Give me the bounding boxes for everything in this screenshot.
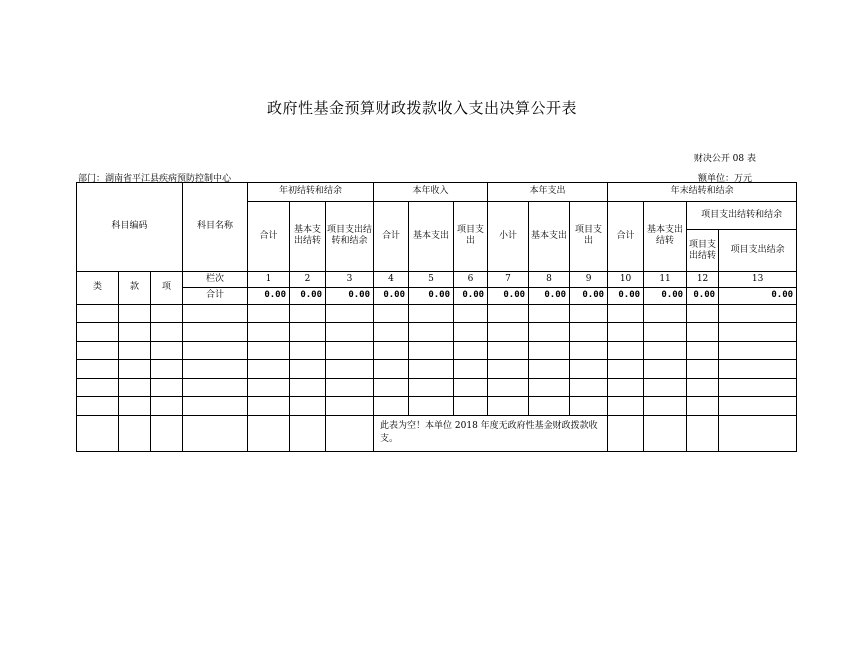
col-header-9: 项目支出 — [570, 201, 608, 271]
lei-header: 类 — [77, 271, 119, 304]
total-value: 0.00 — [454, 288, 488, 304]
xiang-header: 项 — [151, 271, 183, 304]
budget-table — [76, 182, 797, 452]
col-header-6: 项目支出 — [454, 201, 488, 271]
total-value: 0.00 — [248, 288, 290, 304]
col-header-10: 合计 — [608, 201, 644, 271]
total-value: 0.00 — [644, 288, 687, 304]
total-value: 0.00 — [374, 288, 409, 304]
subject-code-header: 科目编码 — [77, 183, 183, 272]
kuan-header: 款 — [119, 271, 151, 304]
total-value: 0.00 — [687, 288, 719, 304]
begin-balance-header: 年初结转和结余 — [248, 183, 374, 202]
note-row — [77, 415, 797, 451]
col-number: 2 — [290, 271, 326, 287]
col-header-13: 项目支出结余 — [719, 230, 797, 271]
col-header-1: 合计 — [248, 201, 290, 271]
col-number: 5 — [409, 271, 454, 287]
empty-row — [77, 397, 797, 416]
col-number: 6 — [454, 271, 488, 287]
total-value: 0.00 — [570, 288, 608, 304]
expense-header: 本年支出 — [488, 183, 608, 202]
income-header: 本年收入 — [374, 183, 488, 202]
form-number: 财决公开 08 表 — [693, 154, 756, 164]
col-number: 3 — [326, 271, 374, 287]
subject-name-header: 科目名称 — [183, 183, 248, 272]
col-number: 9 — [570, 271, 608, 287]
total-value: 0.00 — [290, 288, 326, 304]
total-value: 0.00 — [326, 288, 374, 304]
empty-row — [77, 341, 797, 360]
total-value: 0.00 — [488, 288, 529, 304]
col-header-5: 基本支出 — [409, 201, 454, 271]
header-row-1 — [77, 183, 797, 202]
col-number: 4 — [374, 271, 409, 287]
col-number: 11 — [644, 271, 687, 287]
col-header-8: 基本支出 — [529, 201, 570, 271]
empty-row — [77, 304, 797, 323]
empty-row — [77, 323, 797, 342]
end-balance-header: 年末结转和结余 — [608, 183, 797, 202]
empty-row — [77, 378, 797, 397]
col-header-11: 基本支出结转 — [644, 201, 687, 271]
total-value: 0.00 — [608, 288, 644, 304]
col-number: 10 — [608, 271, 644, 287]
page-title: 政府性基金预算财政拨款收入支出决算公开表 — [266, 99, 577, 117]
total-label: 合计 — [183, 288, 248, 304]
total-value: 0.00 — [529, 288, 570, 304]
col-header-4: 合计 — [374, 201, 409, 271]
unit-label: 额单位：万元 — [697, 174, 752, 184]
col-number: 12 — [687, 271, 719, 287]
empty-note: 此表为空！本单位 2018 年度无政府性基金财政拨款收支。 — [374, 415, 608, 451]
total-value: 0.00 — [719, 288, 797, 304]
project-sub-header: 项目支出结转和结余 — [687, 201, 797, 230]
col-number: 7 — [488, 271, 529, 287]
col-header-7: 小计 — [488, 201, 529, 271]
col-number: 13 — [719, 271, 797, 287]
total-value: 0.00 — [409, 288, 454, 304]
col-header-12: 项目支出结转 — [687, 230, 719, 271]
col-number: 8 — [529, 271, 570, 287]
col-header-3: 项目支出结转和结余 — [326, 201, 374, 271]
empty-row — [77, 360, 797, 379]
total-row — [77, 288, 797, 304]
lanci-label: 栏次 — [183, 271, 248, 287]
col-number: 1 — [248, 271, 290, 287]
column-number-row — [77, 271, 797, 287]
col-header-2: 基本支出结转 — [290, 201, 326, 271]
department-label: 部门：湖南省平江县疾病预防控制中心 — [78, 174, 232, 184]
